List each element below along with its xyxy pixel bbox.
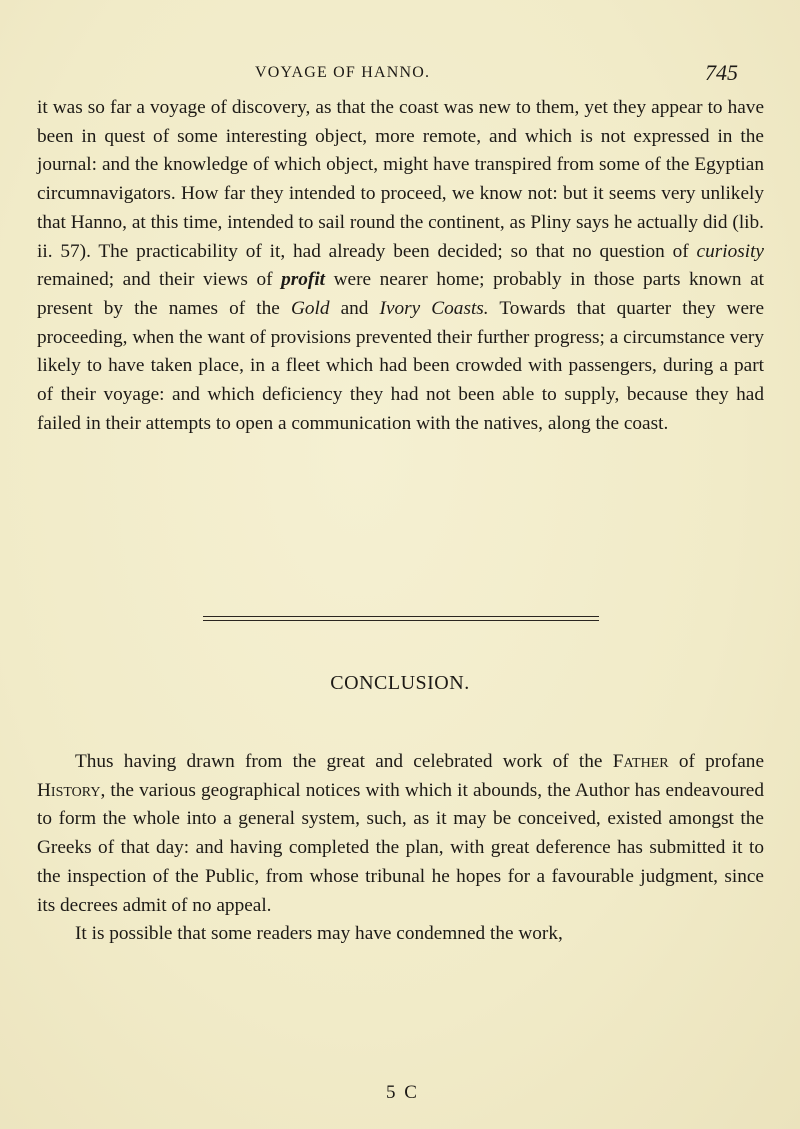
page-number: 745 [705,60,738,85]
text-run: Thus having drawn from the great and celebrated work of the [75,751,613,772]
italic-term: Ivory Coasts. [379,297,489,319]
text-run: , the various geographical notices with which it abounds, the Author has endeavoured to form the whole into a general system, such, as it may be conceived, existed amongst the Greeks of that day: and having completed the plan, with great deference has submitted it to the inspection of the Public, from whose tribunal he hopes for a favourable judgment, since its decrees admit of no appeal. [37,779,764,916]
paragraph [37,94,764,438]
running-title: VOYAGE OF HANNO. [255,64,431,81]
text-run: of profane [668,751,764,772]
italic-term: Gold [290,297,330,319]
italic-term: profit [281,269,326,291]
text-run: and [329,297,380,319]
running-head [0,60,800,90]
text-run: Towards that quarter they were proceeding, when the want of provisions prevented their further progress; a circumstance very likely to have taken place, in a fleet which had been crowded with passengers, during a part of their voyage: and which deficiency they had not been able to supply, because they had failed in their attempts to open a communication with the natives, along the coast. [37,297,765,434]
signature-mark: 5 C [386,1082,419,1103]
text-run: were nearer home; probably in those parts known at present by the names of the [37,269,765,319]
text-run: remained; and their views of [37,269,282,291]
body-paragraph-conclusion [37,748,764,949]
italic-term: curiosity [696,240,764,262]
small-caps-term: Father [612,751,669,772]
small-caps-term: History [37,779,101,801]
text-run: it was so far a voyage of discovery, as that the coast was new to them, yet they appear to have been in quest of some interesting object, more remote, and which is not expressed in the journal: and the knowledge of which object, might have transpired from some of the Egyptian circumnavigators. How far they intended to proceed, we know not: but it seems very unlikely that Hanno, at this time, intended to sail round the continent, as Pliny says he actually did (lib. ii. 57). The practicability of it, had already been decided; so that no question of [37,97,764,262]
paragraph [37,748,764,920]
section-heading: CONCLUSION. [330,672,470,694]
section-divider-rule [203,616,599,617]
section-divider-rule [203,620,599,621]
body-paragraph-voyage [37,94,764,438]
paragraph: It is possible that some readers may have condemned the work, [75,923,563,945]
